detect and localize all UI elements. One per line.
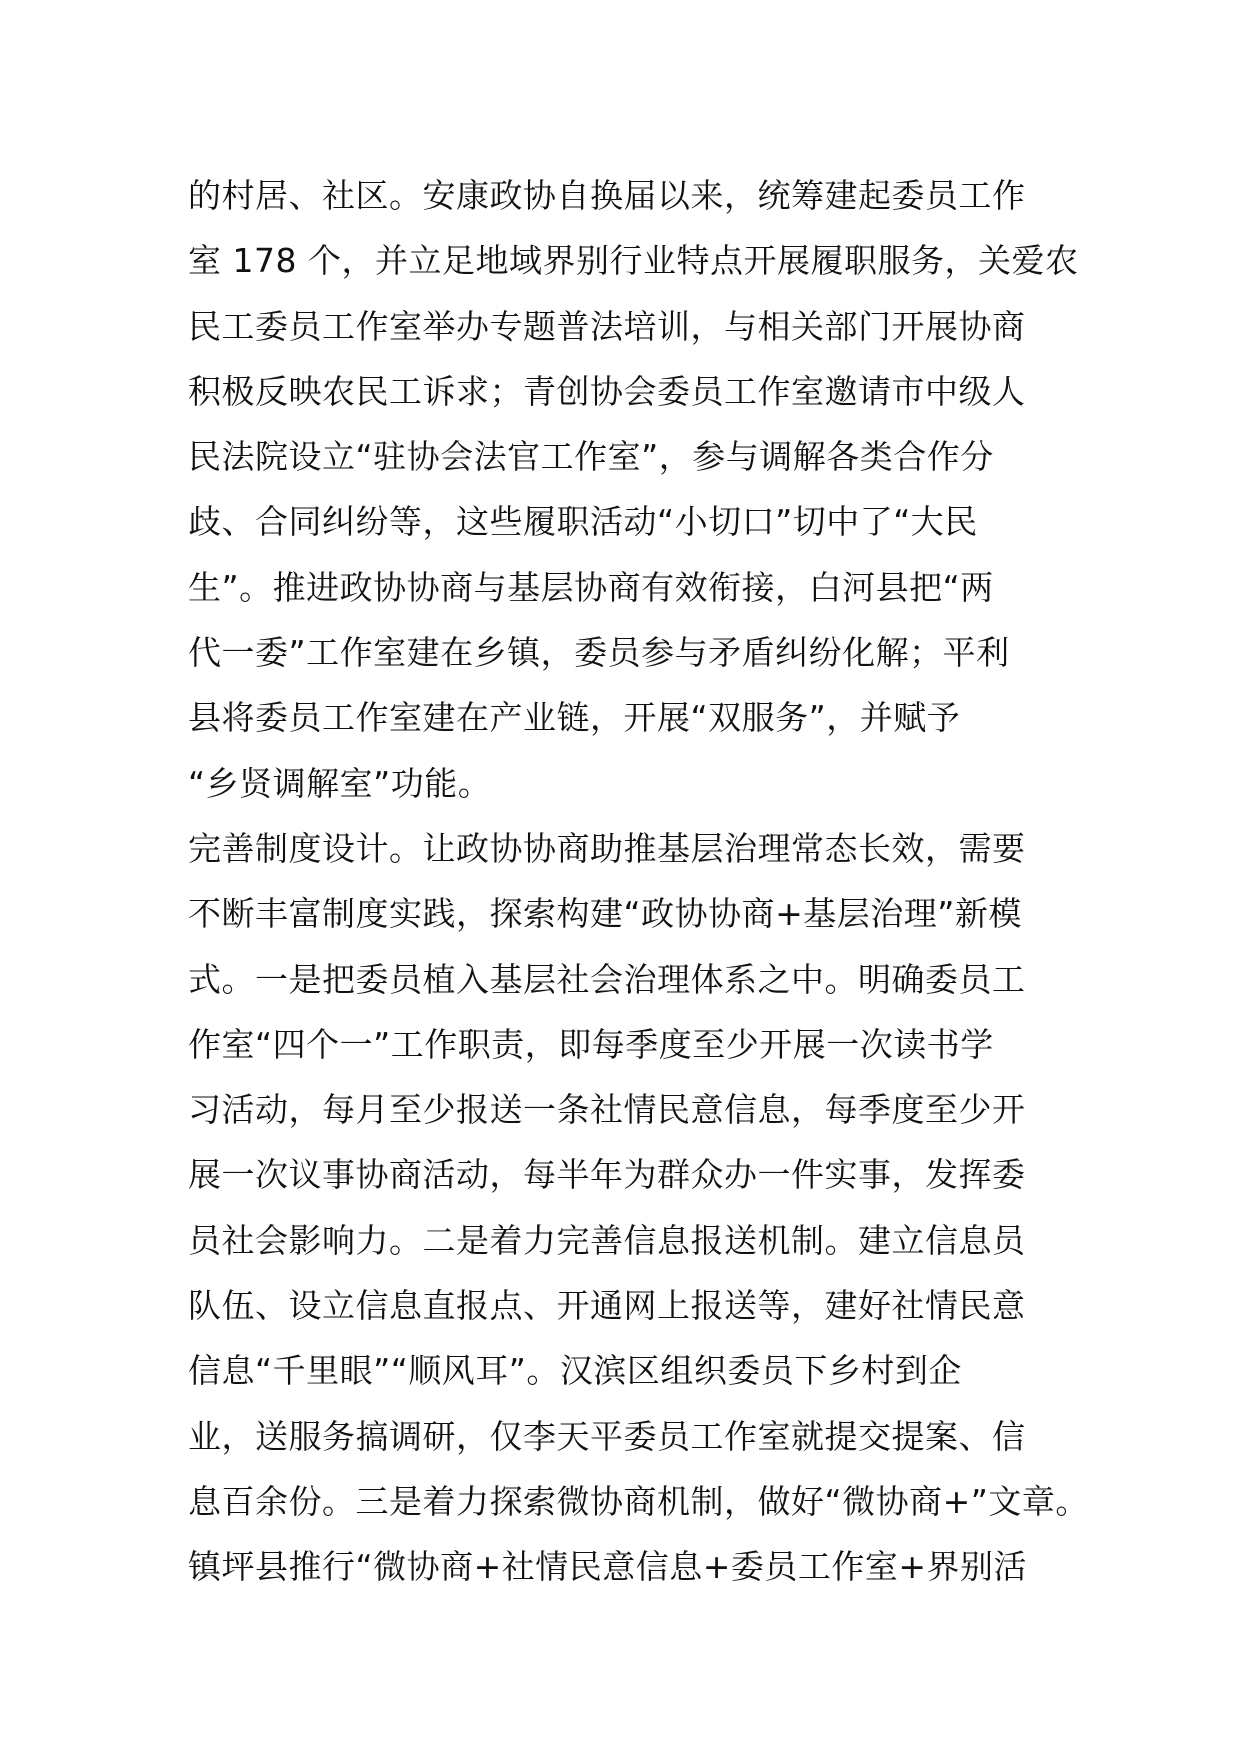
text-line: 展一次议事协商活动，每半年为群众办一件实事，发挥委: [188, 1155, 1026, 1195]
text-line: 代一委”工作室建在乡镇，委员参与矛盾纠纷化解；平利: [188, 633, 1010, 673]
text-line: 积极反映农民工诉求；青创协会委员工作室邀请市中级人: [188, 371, 1026, 411]
text-line: 信息“千里眼”“顺风耳”。汉滨区组织委员下乡村到企: [188, 1351, 962, 1391]
text-line: 生”。推进政协协商与基层协商有效衔接，白河县把“两: [188, 567, 994, 607]
text-line: 作室“四个一”工作职责，即每季度至少开展一次读书学: [188, 1024, 994, 1064]
text-line: 歧、合同纠纷等，这些履职活动“小切口”切中了“大民: [188, 502, 978, 542]
text-line: 镇坪县推行“微协商+社情民意信息+委员工作室+界别活: [188, 1547, 1028, 1587]
text-line: 员社会影响力。二是着力完善信息报送机制。建立信息员: [188, 1220, 1026, 1260]
text-line: 民法院设立“驻协会法官工作室”，参与调解各类合作分: [188, 437, 994, 477]
text-line: 县将委员工作室建在产业链，开展“双服务”，并赋予: [188, 698, 961, 738]
text-line: 习活动，每月至少报送一条社情民意信息，每季度至少开: [188, 1090, 1026, 1130]
text-line: 的村居、社区。安康政协自换届以来，统筹建起委员工作: [188, 176, 1026, 215]
body-text: [188, 163, 1089, 1600]
text-line: 室 178 个，并立足地域界别行业特点开展履职服务，关爱农: [188, 241, 1079, 281]
section-heading-line: 完善制度设计。让政协协商助推基层治理常态长效，需要: [188, 828, 1026, 868]
text-line: 不断丰富制度实践，探索构建“政协协商+基层治理”新模: [188, 894, 1022, 934]
text-line: 民工委员工作室举办专题普法培训，与相关部门开展协商: [188, 306, 1026, 346]
text-line: “乡贤调解室”功能。: [188, 763, 492, 803]
text-line: 息百余份。三是着力探索微协商机制，做好“微协商+”文章。: [188, 1481, 1089, 1521]
text-line: 业，送服务搞调研，仅李天平委员工作室就提交提案、信: [188, 1416, 1026, 1456]
text-line: 队伍、设立信息直报点、开通网上报送等，建好社情民意: [188, 1286, 1026, 1326]
text-line: 式。一是把委员植入基层社会治理体系之中。明确委员工: [188, 959, 1026, 999]
